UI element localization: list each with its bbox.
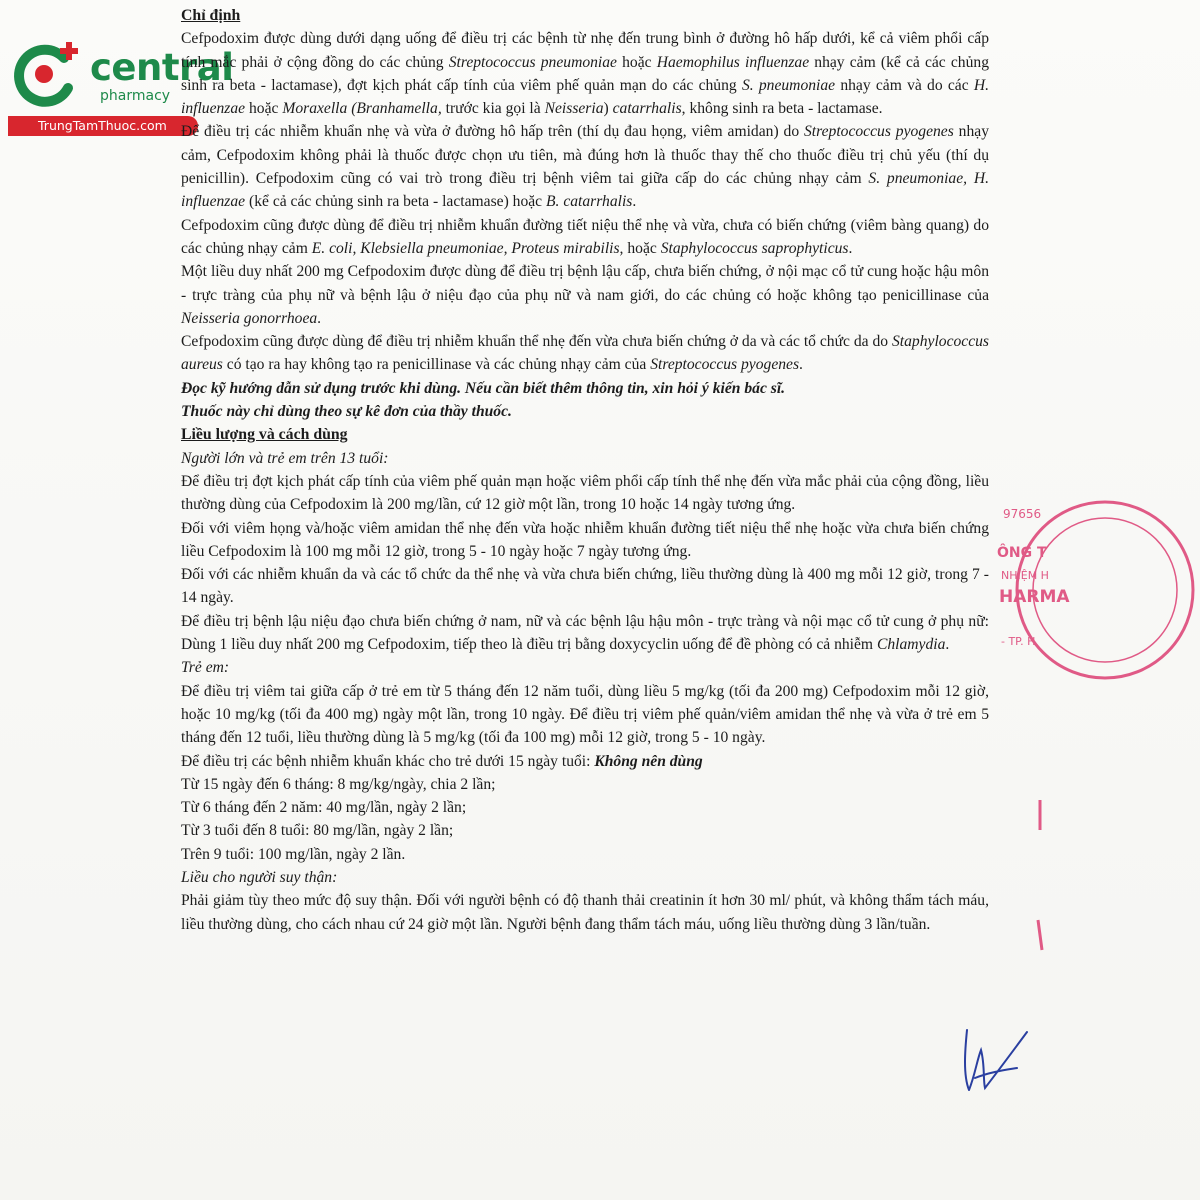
species-name: Streptococcus pyogenes <box>650 356 800 374</box>
dose-line: Trên 9 tuổi: 100 mg/lần, ngày 2 lần. <box>181 845 406 863</box>
subheading-renal: Liều cho người suy thận: <box>181 868 338 886</box>
species-name: Streptococcus pyogenes <box>804 123 954 141</box>
document-body <box>181 4 989 936</box>
warning-prescription-only: Thuốc này chỉ dùng theo sự kê đơn của thầy thuốc. <box>181 403 512 421</box>
paragraph: Để điều trị bệnh lậu niệu đạo chưa biến chứng ở nam, nữ và các bệnh lậu hậu môn - trực tràng và nội mạc cổ tử cung ở phụ nữ: Dùng 1 liều duy nhất 200 mg Cefpodoxim, tiếp theo là điều trị bằng doxycyclin uống để đề phòng có cả nhiễm Chlamydia. <box>181 612 989 654</box>
species-name: Staphylococcus saprophyticus <box>660 239 849 257</box>
species-name: catarrhalis <box>612 100 682 118</box>
paragraph: Cefpodoxim được dùng dưới dạng uống để điều trị các bệnh từ nhẹ đến trung bình ở đường hô hấp dưới, kể cả viêm phổi cấp tính mắc phải ở cộng đồng do các chủng Streptococcus pneumoniae hoặc Haemophilus influenzae nhạy cảm (kể cả các chủng sinh ra beta - lactamase), đợt kịch phát cấp tính của viêm phế quản mạn do các chủng S. pneumoniae nhạy cảm và do các H. influenzae hoặc Moraxella (Branhamella, trước kia gọi là Neisseria) catarrhalis, không sinh ra beta - lactamase. <box>181 30 990 118</box>
paragraph: Để điều trị các bệnh nhiễm khuẩn khác cho trẻ dưới 15 ngày tuổi: Không nên dùng <box>181 752 703 770</box>
dose-line: Từ 15 ngày đến 6 tháng: 8 mg/kg/ngày, chia 2 lần; <box>181 775 496 793</box>
stamp-line: ÔNG T <box>997 545 1047 561</box>
stamp-line: NHIỆM H <box>1001 569 1049 582</box>
species-name: Staphylococcus aureus <box>181 333 989 374</box>
logo-url-banner[interactable]: TrungTamThuoc.com <box>8 116 198 136</box>
paragraph: Để điều trị các nhiễm khuẩn nhẹ và vừa ở đường hô hấp trên (thí dụ đau họng, viêm amidan) do Streptococcus pyogenes nhạy cảm, Cefpodoxim không phải là thuốc được chọn ưu tiên, mà đúng hơn là thuốc thay thế cho thuốc điều trị chủ yếu (thí dụ penicillin). Cefpodoxim cũng có vai trò trong điều trị bệnh viêm tai giữa cấp do các chủng nhạy cảm S. pneumoniae, H. influenzae (kể cả các chủng sinh ra beta - lactamase) hoặc B. catarrhalis. <box>181 123 989 211</box>
species-name: Neisseria gonorrhoea <box>181 309 318 327</box>
paragraph: Đối với viêm họng và/hoặc viêm amidan thể nhẹ đến vừa hoặc nhiễm khuẩn đường tiết niệu thể nhẹ hoặc vừa chưa biến chứng liều Cefpodoxim là 100 mg mỗi 12 giờ, trong 5 - 10 ngày hoặc 7 ngày tương ứng. <box>181 519 989 560</box>
central-pharmacy-mark-icon <box>8 36 88 116</box>
species-name: Moraxella (Branhamella, <box>282 100 442 118</box>
subheading-children: Trẻ em: <box>181 659 230 677</box>
warning-read-instructions: Đọc kỹ hướng dẫn sử dụng trước khi dùng. Nếu cần biết thêm thông tin, xin hỏi ý kiến bác sĩ. <box>181 379 786 397</box>
paragraph: Để điều trị đợt kịch phát cấp tính của viêm phế quản mạn hoặc viêm phổi cấp tính thể nhẹ đến vừa mắc phải của cộng đồng, liều thường dùng của Cefpodoxim là 200 mg/lần, cứ 12 giờ một lần, trong 10 hoặc 14 ngày tương ứng. <box>181 472 989 514</box>
species-name: Chlamydia <box>876 636 946 654</box>
stamp-line: 97656 <box>1003 507 1042 521</box>
paragraph: Phải giảm tùy theo mức độ suy thận. Đối với người bệnh có độ thanh thải creatinin ít hơn 30 ml/ phút, và không thẩm tách máu, liều thường dùng, cho cách nhau cứ 24 giờ một lần. Người bệnh đang thẩm tách máu, uống liều thường dùng 3 lần/tuần. <box>181 892 989 933</box>
species-name: Neisseria <box>544 100 604 118</box>
subheading-adults: Người lớn và trẻ em trên 13 tuổi: <box>181 449 389 467</box>
species-name: S. pneumoniae, H. influenzae <box>181 170 989 211</box>
signature-icon <box>955 1020 1035 1100</box>
heading-indication: Chỉ định <box>181 7 241 24</box>
paragraph: Cefpodoxim cũng được dùng để điều trị nhiễm khuẩn thể nhẹ đến vừa chưa biến chứng ở da và các tổ chức da do Staphylococcus aureus có tạo ra hay không tạo ra penicillinase và các chủng nhạy cảm của Streptococcus pyogenes. <box>181 333 989 374</box>
species-name: Haemophilus influenzae <box>656 53 810 71</box>
heading-dosage: Liều lượng và cách dùng <box>181 426 348 444</box>
species-name: E. coli, Klebsiella pneumoniae, Proteus mirabilis, <box>311 239 624 257</box>
paragraph: Đối với các nhiễm khuẩn da và các tổ chức da thể nhẹ và vừa chưa biến chứng, liều thường dùng là 400 mg mỗi 12 giờ, trong 7 - 14 ngày. <box>181 566 989 607</box>
paragraph: Để điều trị viêm tai giữa cấp ở trẻ em từ 5 tháng đến 12 năm tuổi, dùng liều 5 mg/kg (tối đa 200 mg) Cefpodoxim mỗi 12 giờ, hoặc 10 mg/kg (tối đa 400 mg) ngày một lần, trong 10 ngày. Để điều trị viêm phế quản/viêm amidan thể nhẹ và vừa ở trẻ em 5 tháng đến 12 tuổi, liều thường dùng là 5 mg/kg (tối đa 100 mg) mỗi 12 giờ, trong 5 - 10 ngày. <box>181 682 989 747</box>
dose-line: Từ 6 tháng đến 2 năm: 40 mg/lần, ngày 2 lần; <box>181 799 467 817</box>
stamp-line: - TP. H <box>1001 635 1036 648</box>
species-name: H. influenzae <box>181 76 990 118</box>
species-name: S. pneumoniae <box>741 76 836 94</box>
logo-brand-text: central <box>90 46 234 89</box>
edge-stamp-fragment-icon <box>1036 800 1044 960</box>
paragraph: Cefpodoxim cũng được dùng để điều trị nhiễm khuẩn đường tiết niệu thể nhẹ và vừa, chưa có biến chứng (viêm bàng quang) do các chủng nhạy cảm E. coli, Klebsiella pneumoniae, Proteus mirabilis, hoặc Staphylococcus saprophyticus. <box>181 216 989 257</box>
company-stamp <box>985 495 1200 685</box>
logo-subtitle: pharmacy <box>100 88 171 104</box>
species-name: B. catarrhalis <box>546 193 633 211</box>
stamp-line: HARMA <box>999 587 1070 607</box>
species-name: Streptococcus pneumoniae <box>448 53 617 71</box>
emphasis-text: Không nên dùng <box>594 752 703 770</box>
paragraph: Một liều duy nhất 200 mg Cefpodoxim được dùng để điều trị bệnh lậu cấp, chưa biến chứng, ở nội mạc cổ tử cung hoặc hậu môn - trực tràng của phụ nữ và bệnh lậu ở niệu đạo của phụ nữ và nam giới, do các chủng có hoặc không tạo penicillinase của Neisseria gonorrhoea. <box>181 263 989 327</box>
dose-line: Từ 3 tuổi đến 8 tuổi: 80 mg/lần, ngày 2 lần; <box>181 822 454 840</box>
